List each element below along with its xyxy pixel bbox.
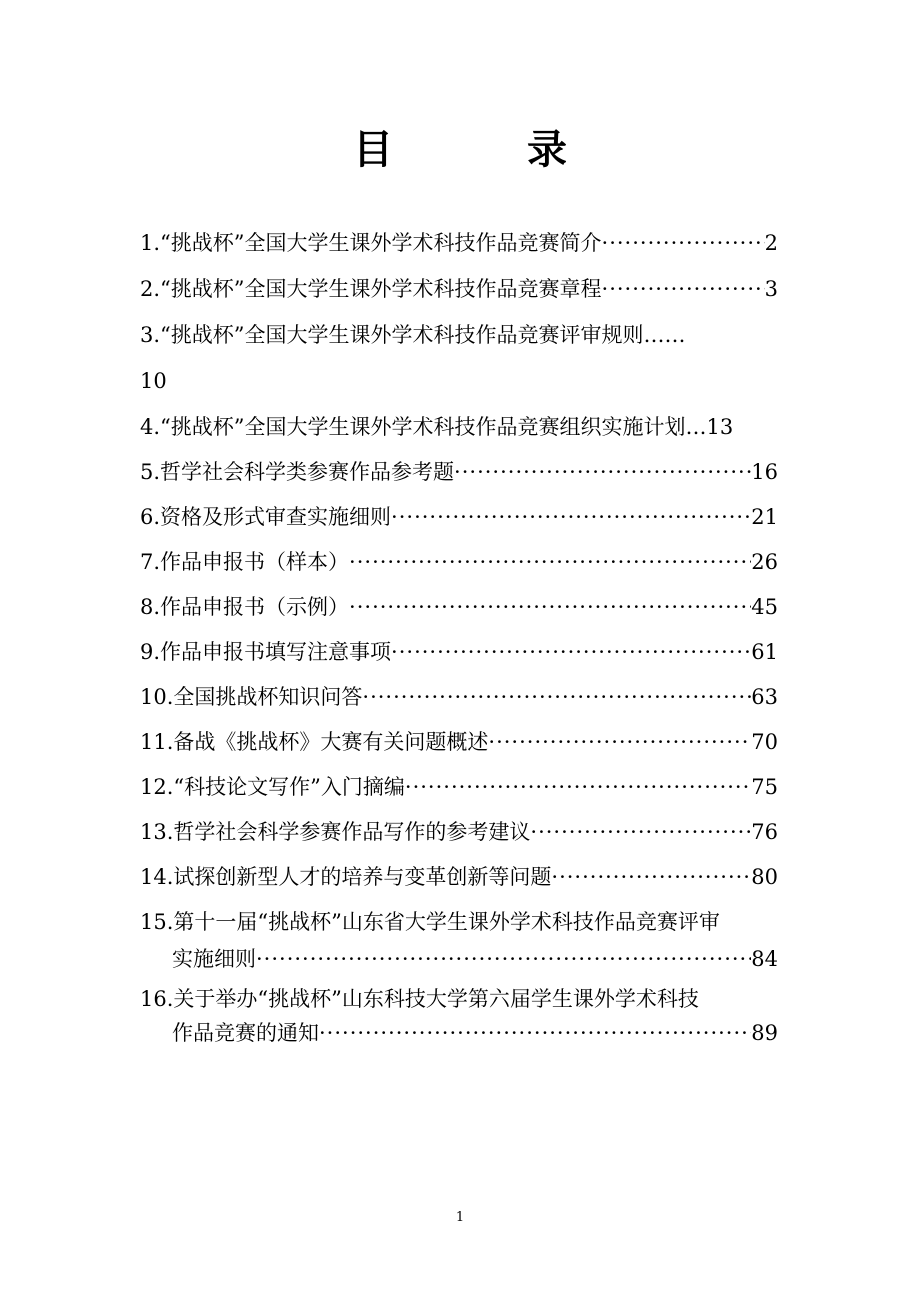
toc-entry-title: 作品申报书填写注意事项: [160, 640, 392, 664]
toc-entry-page: 84: [751, 947, 778, 971]
toc-entry-16-continued[interactable]: [172, 1016, 778, 1050]
toc-entry-title: “挑战杯”全国大学生课外学术科技作品竞赛章程: [160, 277, 602, 301]
toc-entry-number: 12.: [140, 775, 174, 799]
toc-entry-title: “挑战杯”全国大学生课外学术科技作品竞赛评审规则……: [160, 323, 686, 347]
toc-entry-title-continued: 实施细则: [172, 947, 256, 971]
page-number: 1: [455, 1210, 465, 1225]
toc-entry-2[interactable]: [140, 272, 778, 306]
toc-entry-title: “挑战杯”全国大学生课外学术科技作品竞赛组织实施计划…: [160, 415, 707, 439]
toc-entry-title: 作品申报书（示例）: [160, 595, 350, 619]
page-title: 目 录: [353, 127, 627, 173]
toc-dot-leader: [349, 545, 751, 579]
toc-entry-title: 全国挑战杯知识问答: [173, 685, 363, 709]
toc-entry-title: 备战《挑战杯》大赛有关问题概述: [173, 730, 489, 754]
toc-entry-9[interactable]: [140, 635, 778, 669]
toc-entry-page: 70: [751, 730, 778, 754]
toc-dot-leader: [362, 680, 751, 714]
toc-entry-number: 10.: [140, 685, 174, 709]
toc-dot-leader: [530, 815, 751, 849]
toc-entry-14[interactable]: [140, 860, 778, 894]
toc-entry-page: 61: [751, 640, 778, 664]
toc-entry-page: 21: [751, 505, 778, 529]
toc-entry-11[interactable]: [140, 725, 778, 759]
toc-entry-12[interactable]: [140, 770, 778, 804]
toc-dot-leader: [391, 500, 751, 534]
toc-entry-number: 14.: [140, 865, 174, 889]
toc-entry-number: 11.: [140, 730, 174, 754]
toc-entry-title-continued: 作品竞赛的通知: [172, 1021, 319, 1045]
toc-entry-page: 13: [706, 415, 734, 439]
toc-entry-number: 1.: [140, 231, 161, 255]
toc-entry-16[interactable]: [140, 982, 778, 1016]
toc-entry-6[interactable]: [140, 500, 778, 534]
toc-entry-5[interactable]: [140, 455, 778, 489]
toc-dot-leader: [391, 635, 751, 669]
toc-entry-number: 13.: [140, 820, 174, 844]
toc-entry-number: 2.: [140, 277, 161, 301]
toc-entry-title: 资格及形式审查实施细则: [160, 505, 392, 529]
toc-entry-page: 63: [751, 685, 778, 709]
toc-entry-13[interactable]: [140, 815, 778, 849]
toc-dot-leader: [551, 860, 751, 894]
toc-entry-number: 3.: [140, 323, 161, 347]
toc-entry-page: 26: [751, 550, 778, 574]
toc-entry-15[interactable]: [140, 905, 778, 939]
toc-entry-page: 80: [751, 865, 778, 889]
toc-entry-page: 45: [751, 595, 778, 619]
toc-entry-title: “挑战杯”全国大学生课外学术科技作品竞赛简介: [160, 231, 602, 255]
toc-entry-page: 75: [751, 775, 778, 799]
toc-dot-leader: [405, 770, 751, 804]
toc-entry-title: 关于举办“挑战杯”山东科技大学第六届学生课外学术科技: [173, 987, 699, 1011]
toc-dot-leader: [454, 455, 751, 489]
toc-entry-title: 试探创新型人才的培养与变革创新等问题: [173, 865, 552, 889]
toc-dot-leader: [256, 942, 751, 976]
toc-entry-page: 76: [751, 820, 778, 844]
toc-entry-number: 8.: [140, 595, 161, 619]
toc-dot-leader: [349, 590, 751, 624]
toc-entry-page: 2: [764, 231, 778, 255]
toc-entry-number: 6.: [140, 505, 161, 529]
toc-dot-leader: [602, 226, 765, 260]
toc-entry-title: 哲学社会科学类参赛作品参考题: [160, 460, 455, 484]
toc-entry-title: 第十一届“挑战杯”山东省大学生课外学术科技作品竞赛评审: [173, 910, 720, 934]
toc-entry-1[interactable]: [140, 226, 778, 260]
toc-entry-title: 作品申报书（样本）: [160, 550, 350, 574]
toc-entry-page: 3: [764, 277, 778, 301]
toc-dot-leader: [319, 1016, 751, 1050]
toc-entry-page: 10: [140, 369, 167, 393]
toc-entry-3[interactable]: [140, 318, 778, 352]
toc-entry-number: 5.: [140, 460, 161, 484]
toc-entry-7[interactable]: [140, 545, 778, 579]
toc-entry-10[interactable]: [140, 680, 778, 714]
toc-entry-number: 16.: [140, 987, 174, 1011]
toc-entry-title: “科技论文写作”入门摘编: [173, 775, 405, 799]
toc-entry-number: 7.: [140, 550, 161, 574]
toc-dot-leader: [602, 272, 765, 306]
toc-entry-page: 16: [751, 460, 778, 484]
toc-entry-number: 15.: [140, 910, 174, 934]
toc-entry-4[interactable]: [140, 410, 778, 444]
toc-entry-8[interactable]: [140, 590, 778, 624]
toc-dot-leader: [488, 725, 751, 759]
toc-entry-3-page-line: [140, 364, 778, 398]
toc-entry-number: 9.: [140, 640, 161, 664]
toc-entry-page: 89: [751, 1021, 778, 1045]
toc-entry-number: 4.: [140, 415, 161, 439]
toc-entry-title: 哲学社会科学参赛作品写作的参考建议: [173, 820, 531, 844]
toc-entry-15-continued[interactable]: [172, 942, 778, 976]
